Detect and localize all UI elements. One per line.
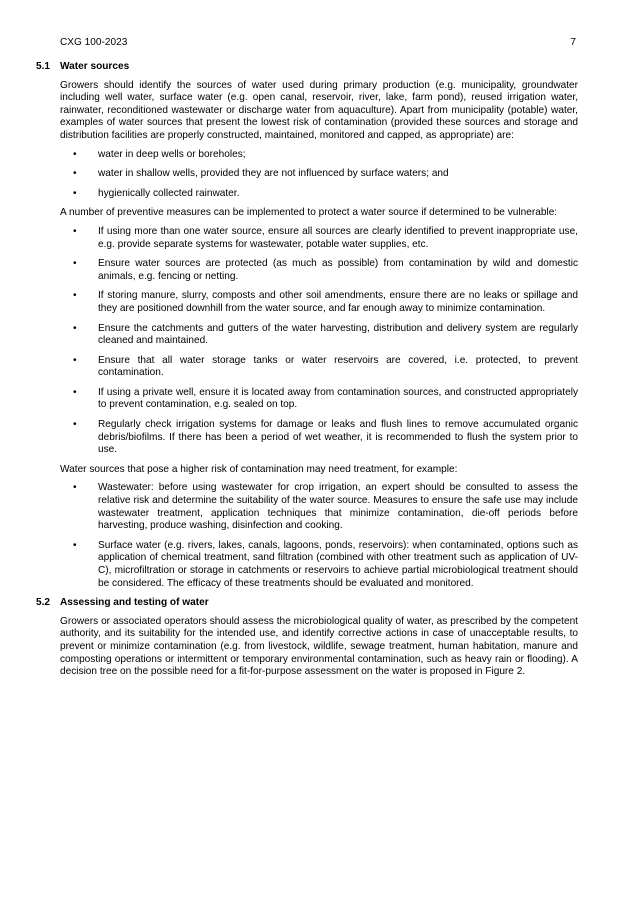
section-title: Assessing and testing of water xyxy=(60,597,209,609)
section-title: Water sources xyxy=(60,61,130,72)
bullet-icon: • xyxy=(73,539,77,551)
bullet-icon: • xyxy=(73,168,77,180)
section-number: 5.2 xyxy=(36,597,51,609)
list-item: • If using more than one water source, ensure all sources are clearly identified to prevent inappropriate use, e.g. provide separate systems for wastewater, potable water supplies, etc. xyxy=(60,226,578,251)
list-item: • If using a private well, ensure it is located away from contamination sources, and constructed appropriately to prevent contamination, e.g. sealed on top. xyxy=(60,387,578,412)
list-item: • water in shallow wells, provided they are not influenced by surface waters; and xyxy=(60,168,578,181)
running-header xyxy=(60,37,576,51)
list-item: • Ensure water sources are protected (as much as possible) from contamination by wild and domestic animals, e.g. fencing or netting. xyxy=(60,258,578,283)
section-heading-5-2 xyxy=(36,597,578,610)
low-risk-sources-list xyxy=(60,149,578,201)
bullet-icon: • xyxy=(73,258,77,270)
section-heading-5-1 xyxy=(36,61,578,74)
list-item: • If storing manure, slurry, composts and other soil amendments, ensure there are no leaks or spillage and they are positioned downhill from the water source, and far enough away to minimize contamination. xyxy=(60,290,578,315)
bullet-icon: • xyxy=(73,354,77,366)
preventive-measures-intro: A number of preventive measures can be implemented to protect a water source if determined to be vulnerable: xyxy=(60,207,558,219)
list-item: • Ensure that all water storage tanks or water reservoirs are covered, i.e. protected, to prevent contamination. xyxy=(60,355,578,380)
document-code: CXG 100-2023 xyxy=(60,37,128,48)
list-item: • Ensure the catchments and gutters of the water harvesting, distribution and delivery system are regularly cleaned and maintained. xyxy=(60,323,578,348)
list-item: • hygienically collected rainwater. xyxy=(60,188,578,201)
treatment-list xyxy=(60,482,578,590)
treatment-intro: Water sources that pose a higher risk of contamination may need treatment, for example: xyxy=(60,463,458,475)
bullet-icon: • xyxy=(73,386,77,398)
list-item: • Wastewater: before using wastewater for crop irrigation, an expert should be consulted to assess the relative risk and determine the suitability of the water source. Measures to ensure the safe use may include wastewater treatment, application techniques that minimize contamination, die-off periods before harvesting, produce washing, disinfection and cooking. xyxy=(60,482,578,532)
bullet-icon: • xyxy=(73,482,77,494)
bullet-icon: • xyxy=(73,419,77,431)
page-content xyxy=(36,61,578,685)
page-number: 7 xyxy=(570,37,576,48)
water-sources-intro: Growers should identify the sources of water used during primary production (e.g. municipality, groundwater including well water, surface water (e.g. open canal, reservoir, river, lake, farm pond), reused irrigation water, rainwater, reconditioned wastewater or discharge water from aquaculture). Apart from municipality (potable) water, examples of water sources that present the lowest risk of contamination (provided these sources and storage and distribution facilities are properly constructed, maintained, monitored and capped, as appropriate) are: xyxy=(60,79,578,141)
bullet-icon: • xyxy=(73,148,77,160)
preventive-measures-list xyxy=(60,226,578,457)
bullet-icon: • xyxy=(73,290,77,302)
bullet-icon: • xyxy=(73,187,77,199)
list-item: • Regularly check irrigation systems for damage or leaks and flush lines to remove accumulated organic debris/biofilms. If there has been a period of wet weather, it is recommended to flush the system prior to use. xyxy=(60,419,578,457)
list-item: • Surface water (e.g. rivers, lakes, canals, lagoons, ponds, reservoirs): when contaminated, options such as application of chemical treatment, sand filtration (combined with other treatment such as application of UV-C), microfiltration or storage in catchments or reservoirs to achieve partial microbiological treatment should be considered. The efficacy of these treatments should be evaluated and monitored. xyxy=(60,540,578,590)
list-item: • water in deep wells or boreholes; xyxy=(60,149,578,162)
bullet-icon: • xyxy=(73,322,77,334)
section-number: 5.1 xyxy=(36,61,51,72)
water-assessment-body: Growers or associated operators should assess the microbiological quality of water, as prescribed by the competent authority, and its suitability for the intended use, and identify corrective actions in case of unacceptable results, to prevent or minimize contamination (e.g. from livestock, wildlife, sewage treatment, human habitation, manure and composting operations or intermittent or temporary environmental contamination, such as heavy rain or flooding). A decision tree on the possible need for a fit-for-purpose assessment on the water is proposed in Figure 2. xyxy=(60,615,578,678)
bullet-icon: • xyxy=(73,225,77,237)
